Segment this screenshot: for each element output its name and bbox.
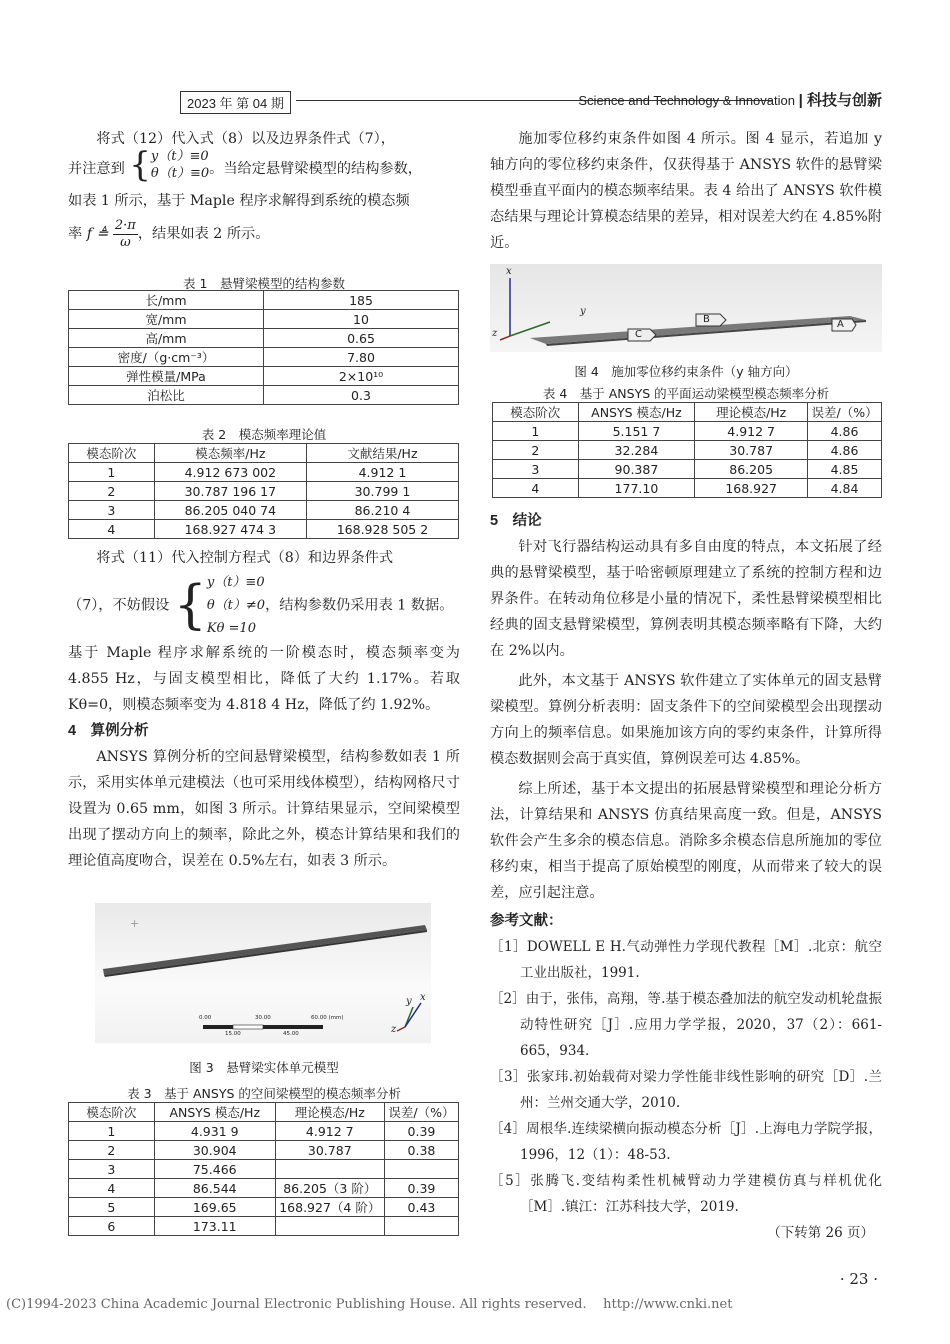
marker-c-label: C [635,329,642,340]
table-header-cell: 模态阶次 [69,444,155,463]
journal-name: Science and Technology & Innovation | 科技与创新 [578,92,882,109]
paragraph: 率 f ≜ $\frac{2\cdot\pi}{\omega}$ ，结果如表 2 所示。 [68,217,270,250]
param-name: 密度/（g·cm⁻³） [69,348,264,367]
paragraph: 将式（12）代入式（8）以及边界条件式（7）， [96,131,395,147]
table-header-cell: ANSYS 模态/Hz [578,403,695,422]
table-row [69,1217,459,1236]
table-cell: 168.927 474 3 [154,520,306,539]
table-row [69,501,459,520]
marker-a [832,319,856,331]
table-row [69,310,459,329]
reference-item: ［1］DOWELL E H.气动弹性力学现代教程［M］.北京：航空工业出版社，1991. [490,939,882,981]
table-row [493,479,882,498]
table-caption: 表 4 基于 ANSYS 的平面运动梁模型模态频率分析 [542,386,830,401]
axis-label-y: y [580,306,586,317]
figure-beam-solid-model [95,903,431,1043]
beam-solid-illustration [95,903,431,1043]
z-axis-line [397,1027,405,1031]
table-cell: 4.86 [808,441,882,460]
table-caption: 表 1 悬臂梁模型的结构参数 [183,276,345,291]
table-row [69,1122,459,1141]
table-cell: 0.39 [384,1179,458,1198]
reference-item: ［3］张家玮.初始载荷对梁力学性能非线性影响的研究［D］.兰州：兰州交通大学，2010. [490,1069,882,1111]
table-cell: 177.10 [578,479,695,498]
table-header-cell: 模态阶次 [493,403,579,422]
axis-label-x: x [506,266,512,277]
table-row [69,1141,459,1160]
axis-label-x: x [420,992,426,1003]
paragraph: 针对飞行器结构运动具有多自由度的特点，本文拓展了经典的悬臂梁模型，基于哈密顿原理建立了系统的控制方程和边界条件。在转动角位移是小量的情况下，柔性悬臂梁模型相比经典的固支悬臂梁模型，算例表明其模态频率略有下降，大约在 2%以内。 [490,539,882,659]
table-cell: 6 [69,1217,155,1236]
table-caption: 表 3 基于 ANSYS 的空间梁模型的模态频率分析 [127,1086,401,1101]
param-value: 185 [264,291,459,310]
table-cell: 169.65 [154,1198,275,1217]
table-header-row [69,444,459,463]
table-cell: 4.912 7 [695,422,808,441]
table-structural-params [68,290,459,405]
table-cell: 30.799 1 [306,482,458,501]
equation-system: { y（t）≡0 θ（t）≠0 Kθ =10 [173,575,266,636]
table-cell: 0.43 [384,1198,458,1217]
table-cell: 86.210 4 [306,501,458,520]
table-cell: 4 [69,1179,155,1198]
reference-item: ［5］张腾飞.变结构柔性机械臂动力学建模仿真与样机优化［M］.镇江：江苏科技大学，2019. [490,1173,882,1215]
param-value: 0.3 [264,386,459,405]
table-cell: 4.84 [808,479,882,498]
param-value: 10 [264,310,459,329]
table-row [69,1179,459,1198]
reference-item: ［2］由于，张伟，高翔，等.基于模态叠加法的航空发动机轮盘振动特性研究［J］.应用力学学报，2020，37（2）：661-665，934. [490,991,882,1059]
table-row [493,460,882,479]
paragraph: 如表 1 所示，基于 Maple 程序求解得到系统的模态频 [68,193,410,209]
table-cell: 2 [69,1141,155,1160]
table-row [493,422,882,441]
journal-name-cn: 科技与创新 [806,92,882,109]
table-cell: 4 [493,479,579,498]
table-cell: 30.787 196 17 [154,482,306,501]
continued-note: （下转第 26 页） [767,1225,874,1241]
table-cell: 2 [493,441,579,460]
scale-segment [203,1025,233,1029]
constraint-illustration [490,264,882,352]
table-cell: 168.928 505 2 [306,520,458,539]
svg-text:+: + [130,917,140,930]
paragraph: 并注意到 { y（t）≡0 θ（t）≡0 。当给定悬臂梁模型的结构参数， [68,145,422,185]
table-header-cell: 误差/（%） [808,403,882,422]
table-cell [275,1160,384,1179]
table-cell: 2 [69,482,155,501]
table-cell: 4.912 673 002 [154,463,306,482]
paragraph: ANSYS 算例分析的空间悬臂梁模型，结构参数如表 1 所示，采用实体单元建模法（也可采用线体模型），结构网格尺寸设置为 0.65 mm，如图 3 所示。计算结果显示，空间梁模型出现了摆动方向上的频率，除此之外，模态计算结果和我们的理论值高度吻合，误差在 0.5%左右，如表 3 所示。 [68,749,460,869]
beam-edge [104,930,427,977]
equation-system: { y（t）≡0 θ（t）≡0 [129,145,210,185]
table-caption: 表 2 模态频率理论值 [201,427,327,442]
paragraph: 综上所述，基于本文提出的拓展悬臂梁模型和理论分析方法，计算结果和 ANSYS 仿真结果高度一致。但是，ANSYS 软件会产生多余的模态信息。消除多余模态信息所施加的零位移约束，相当于提高了原始模型的刚度，从而带来了较大的误差，应引起注意。 [490,781,882,901]
table-cell: 173.11 [154,1217,275,1236]
journal-name-en: Science and Technology & Innovation [578,93,795,108]
table-header-cell: 模态频率/Hz [154,444,306,463]
table-cell: 86.544 [154,1179,275,1198]
param-name: 泊松比 [69,386,264,405]
table-row [69,482,459,501]
table-cell: 0.38 [384,1141,458,1160]
table-theoretical-freq [68,443,459,539]
frequency-formula: $\frac{2\cdot\pi}{\omega}$ [114,217,136,250]
table-cell: 4.931 9 [154,1122,275,1141]
table-row [69,291,459,310]
table-cell: 3 [69,501,155,520]
scale-tick: 60.00 (mm) [311,1015,344,1021]
beam-body [103,925,427,975]
table-cell: 4.86 [808,422,882,441]
scale-tick: 15.00 [225,1031,241,1037]
table-ansys-spatial [68,1102,459,1236]
table-row [69,463,459,482]
scale-tick: 0.00 [199,1015,212,1021]
figure-caption: 图 4 施加零位移约束条件（y 轴方向） [574,364,798,379]
table-cell: 168.927（4 阶） [275,1198,384,1217]
table-header-cell: 理论模态/Hz [695,403,808,422]
reference-item: ［4］周根华.连续梁横向振动模态分析［J］.上海电力学院学报，1996，12（1）：48-53. [490,1121,882,1163]
param-value: 0.65 [264,329,459,348]
table-header-cell: 模态阶次 [69,1103,155,1122]
left-para2 [68,545,460,874]
scale-tick: 45.00 [283,1031,299,1037]
table-cell: 4.912 7 [275,1122,384,1141]
scale-segment [263,1025,323,1029]
figure-zero-displacement [490,264,882,352]
table-cell [275,1217,384,1236]
table-cell: 1 [493,422,579,441]
table-cell [384,1160,458,1179]
references-heading: 参考文献： [490,913,563,929]
table-header-cell: ANSYS 模态/Hz [154,1103,275,1122]
table-cell: 4.85 [808,460,882,479]
table-cell: 90.387 [578,460,695,479]
paragraph: （7），不妨假设 { y（t）≡0 θ（t）≠0 Kθ =10 ，结构参数仍采用表 1 数据。 [68,571,460,640]
issue-label: 2023 年 第 04 期 [180,91,291,114]
paragraph: 将式（11）代入控制方程式（8）和边界条件式 [96,550,394,566]
scale-segment [233,1025,263,1029]
section-heading: 4 算例分析 [68,723,149,739]
table-cell: 75.466 [154,1160,275,1179]
figure-caption: 图 3 悬臂梁实体单元模型 [189,1060,339,1075]
table-row [493,441,882,460]
table-cell: 30.787 [275,1141,384,1160]
table-cell [384,1217,458,1236]
axis-label-z: z [391,1024,397,1035]
right-intro [490,126,882,256]
table-header-row [493,403,882,422]
table-cell: 1 [69,1122,155,1141]
marker-a-label: A [837,319,844,330]
axis-label-y: y [406,996,412,1007]
right-body [490,508,882,1246]
marker-b [696,314,726,326]
paragraph: 此外，本文基于 ANSYS 软件建立了实体单元的固支悬臂梁模型。算例分析表明：固支条件下的空间梁模型会出现摆动方向上的频率信息。如果施加该方向的零约束条件，计算所得模态数据则会高于真实值，算例误差可达 4.85%。 [490,673,882,767]
z-axis-line [500,336,510,340]
table-header-cell: 文献结果/Hz [306,444,458,463]
param-value: 7.80 [264,348,459,367]
param-value: 2×10¹⁰ [264,367,459,386]
table-cell: 3 [69,1160,155,1179]
reference-list [490,934,882,1220]
param-name: 高/mm [69,329,264,348]
table-row [69,367,459,386]
table-cell: 5 [69,1198,155,1217]
param-name: 长/mm [69,291,264,310]
table-cell: 0.39 [384,1122,458,1141]
page-number: · 23 · [839,1270,878,1288]
table-header-row [69,1103,459,1122]
table-cell: 168.927 [695,479,808,498]
table-cell: 1 [69,463,155,482]
table-cell: 86.205（3 阶） [275,1179,384,1198]
table-cell: 4 [69,520,155,539]
y-axis-line [510,322,550,336]
param-name: 宽/mm [69,310,264,329]
table-ansys-planar [492,402,882,498]
axis-label-z: z [492,328,498,339]
table-cell: 4.912 1 [306,463,458,482]
left-intro [68,126,460,254]
table-cell: 5.151 7 [578,422,695,441]
table-cell: 30.787 [695,441,808,460]
table-row [69,520,459,539]
paragraph: 施加零位移约束条件如图 4 所示。图 4 显示，若追加 y 轴方向的零位移约束条件，仅获得基于 ANSYS 软件的悬臂梁模型垂直平面内的模态频率结果。表 4 给出了 ANSYS 软件模态结果与理论计算模态结果的差异，相对误差大约在 4.85%附近。 [490,131,882,251]
table-cell: 86.205 [695,460,808,479]
marker-b-label: B [703,314,710,325]
paragraph: 基于 Maple 程序求解系统的一阶模态时，模态频率变为 4.855 Hz，与固支模型相比，降低了大约 1.17%。若取 Kθ=0，则模态频率变为 4.818 4 Hz，降低了约 1.92%。 [68,645,460,713]
table-row [69,386,459,405]
table-cell: 86.205 040 74 [154,501,306,520]
table-cell: 32.284 [578,441,695,460]
table-cell: 3 [493,460,579,479]
copyright-line: (C)1994-2023 China Academic Journal Electronic Publishing House. All rights reserved. http://www.cnki.net [6,1297,733,1312]
param-name: 弹性模量/MPa [69,367,264,386]
table-row [69,348,459,367]
table-row [69,1198,459,1217]
table-header-cell: 误差/（%） [384,1103,458,1122]
table-row [69,1160,459,1179]
scale-tick: 30.00 [255,1015,271,1021]
marker-c [628,329,656,341]
section-heading: 5 结论 [490,513,542,529]
table-row [69,329,459,348]
table-header-cell: 理论模态/Hz [275,1103,384,1122]
table-cell: 30.904 [154,1141,275,1160]
